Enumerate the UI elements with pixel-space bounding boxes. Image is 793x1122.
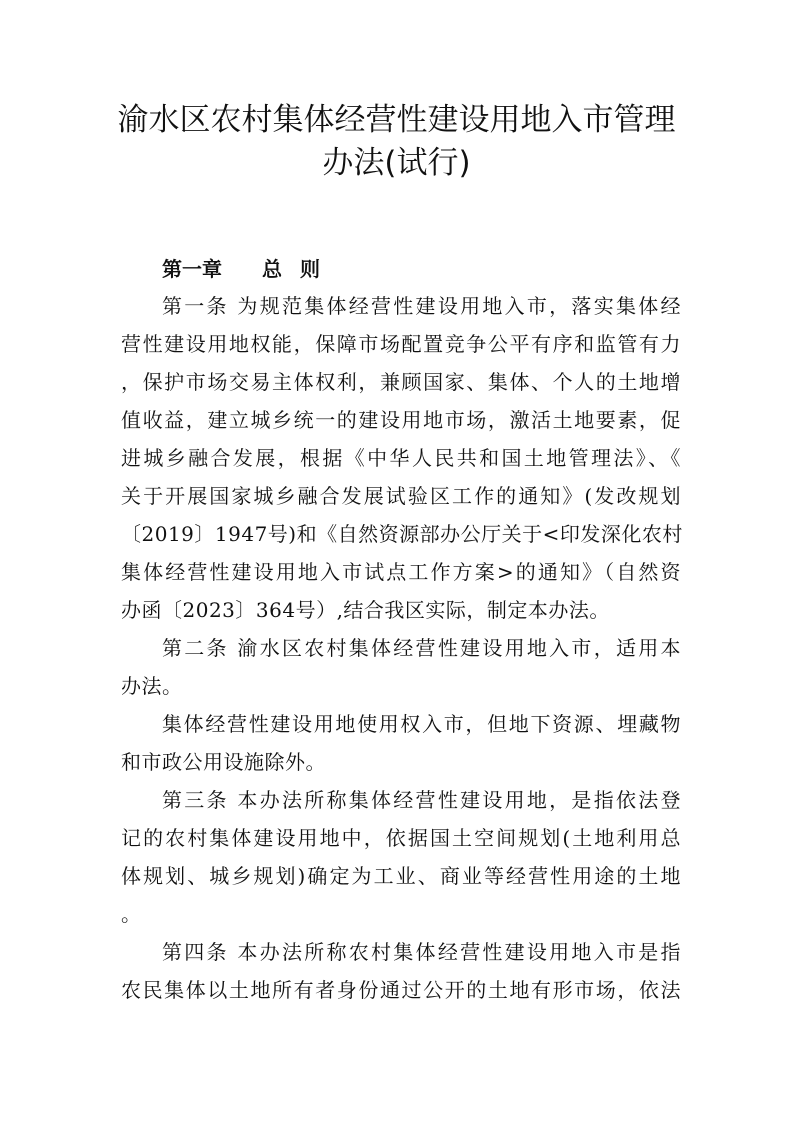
chapter-heading — [162, 255, 338, 283]
article-1-line: ，保护市场交易主体权利，兼顾国家、集体、个人的土地增 — [121, 370, 681, 394]
article-3-line: 体规划、城乡规划)确定为工业、商业等经营性用途的土地 — [121, 864, 681, 888]
article-3-line: 第三条 本办法所称集体经营性建设用地，是指依法登 — [162, 788, 681, 812]
article-3-line: 。 — [121, 902, 142, 926]
article-1-line: 〔2019〕1947号)和《自然资源部办公厅关于<印发深化农村 — [121, 522, 683, 546]
document-title-line-2: 办法(试行) — [322, 145, 471, 181]
chapter-number: 第一章 — [162, 257, 222, 281]
article-1-line: 集体经营性建设用地入市试点工作方案>的通知》（自然资 — [121, 560, 681, 584]
article-1-line: 办函〔2023〕364号）,结合我区实际，制定本办法。 — [121, 598, 610, 622]
article-1-line: 关于开展国家城乡融合发展试验区工作的通知》(发改规划 — [121, 484, 681, 508]
article-2-line: 第二条 渝水区农村集体经营性建设用地入市，适用本 — [162, 636, 681, 660]
article-3-line: 记的农村集体建设用地中，依据国土空间规划(土地利用总 — [121, 826, 681, 850]
article-4-line: 第四条 本办法所称农村集体经营性建设用地入市是指 — [162, 940, 681, 964]
document-title-line-1: 渝水区农村集体经营性建设用地入市管理 — [117, 102, 676, 138]
article-1-line: 第一条 为规范集体经营性建设用地入市，落实集体经 — [162, 294, 681, 318]
article-1-line: 进城乡融合发展，根据《中华人民共和国土地管理法》、《 — [121, 446, 681, 470]
chapter-name: 总则 — [262, 257, 338, 281]
article-2-line: 办法。 — [121, 674, 183, 698]
article-2-para-line: 和市政公用设施除外。 — [121, 750, 326, 774]
article-2-para-line: 集体经营性建设用地使用权入市，但地下资源、埋藏物 — [162, 712, 681, 736]
article-1-line: 值收益，建立城乡统一的建设用地市场，激活土地要素，促 — [121, 408, 681, 432]
article-1-line: 营性建设用地权能，保障市场配置竞争公平有序和监管有力 — [121, 332, 681, 356]
article-4-line: 农民集体以土地所有者身份通过公开的土地有形市场，依法 — [121, 978, 681, 1002]
